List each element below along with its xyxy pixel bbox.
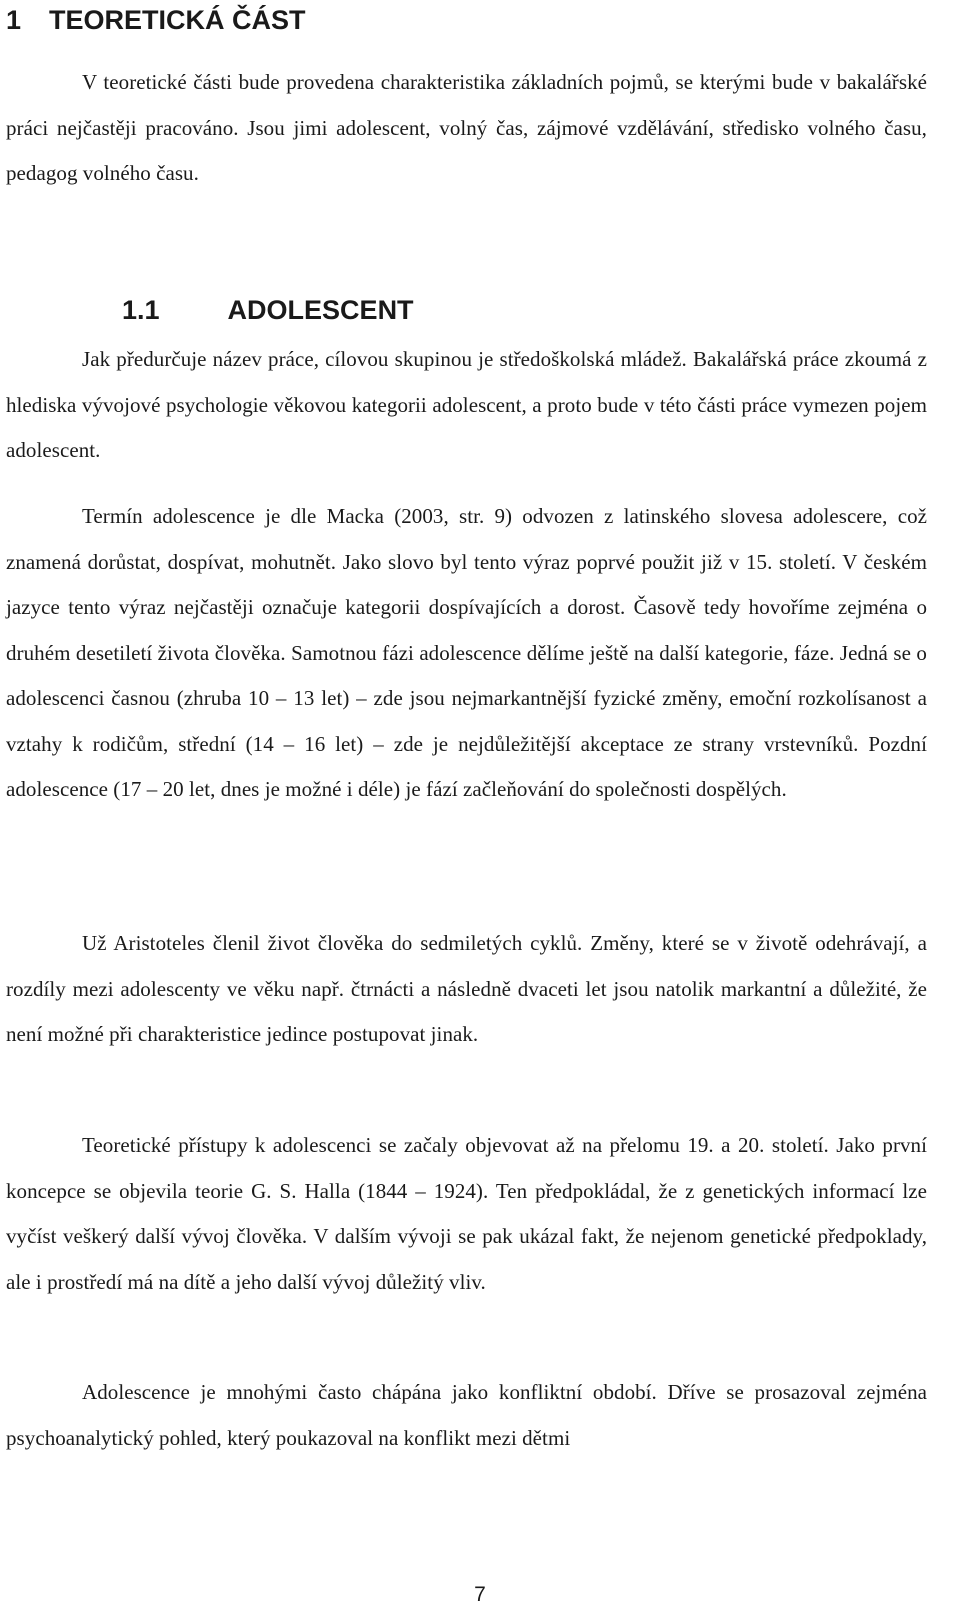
page-number: 7 (474, 1583, 486, 1606)
section-heading (122, 292, 414, 328)
intro-paragraph: V teoretické části bude provedena charakteristika základních pojmů, se kterými bude v bakalářské práci nejčastěji pracováno. Jsou jimi adolescent, volný čas, zájmové vzdělávání, středisko volného času, pedagog volného času. (6, 70, 927, 185)
chapter-heading (6, 2, 306, 38)
paragraph-4: Teoretické přístupy k adolescenci se začaly objevovat až na přelomu 19. a 20. století. Jako první koncepce se objevila teorie G. S. Halla (1844 – 1924). Ten předpokládal, že z genetických informací lze vyčíst veškerý další vývoj člověka. V dalším vývoji se pak ukázal fakt, že nejenom genetické předpoklady, ale i prostředí má na dítě a jeho další vývoj důležitý vliv. (6, 1133, 927, 1294)
paragraph-2: Termín adolescence je dle Macka (2003, str. 9) odvozen z latinského slovesa adolescere, což znamená dorůstat, dospívat, mohutnět. Jako slovo byl tento výraz poprvé použit již v 15. století. V českém jazyce tento výraz nejčastěji označuje kategorii dospívajících a dorost. Časově tedy hovoříme zejména o druhém desetiletí života člověka. Samotnou fázi adolescence dělíme ještě na další kategorie, fáze. Jedná se o adolescenci časnou (zhruba 10 – 13 let) – zde jsou nejmarkantnější fyzické změny, emoční rozkolísanost a vztahy k rodičům, střední (14 – 16 let) – zde je nejdůležitější akceptace ze strany vrstevníků. Pozdní adolescence (17 – 20 let, dnes je možné i déle) je fází začleňování do společnosti dospělých. (6, 504, 927, 801)
paragraph-5: Adolescence je mnohými často chápána jako konfliktní období. Dříve se prosazoval zejména psychoanalytický pohled, který poukazoval na konflikt mezi dětmi (6, 1380, 927, 1450)
section-number: 1.1 (122, 295, 160, 325)
chapter-title: TEORETICKÁ ČÁST (49, 5, 306, 35)
paragraph-3: Už Aristoteles členil život člověka do sedmiletých cyklů. Změny, které se v životě odehrávají, a rozdíly mezi adolescenty ve věku např. čtrnácti a následně dvaceti let jsou natolik markantní a důležité, že není možné při charakteristice jedince postupovat jinak. (6, 931, 927, 1046)
chapter-number: 1 (6, 5, 22, 35)
paragraph-1: Jak předurčuje název práce, cílovou skupinou je středoškolská mládež. Bakalářská práce zkoumá z hlediska vývojové psychologie věkovou kategorii adolescent, a proto bude v této části práce vymezen pojem adolescent. (6, 347, 927, 462)
section-title: ADOLESCENT (227, 295, 414, 325)
